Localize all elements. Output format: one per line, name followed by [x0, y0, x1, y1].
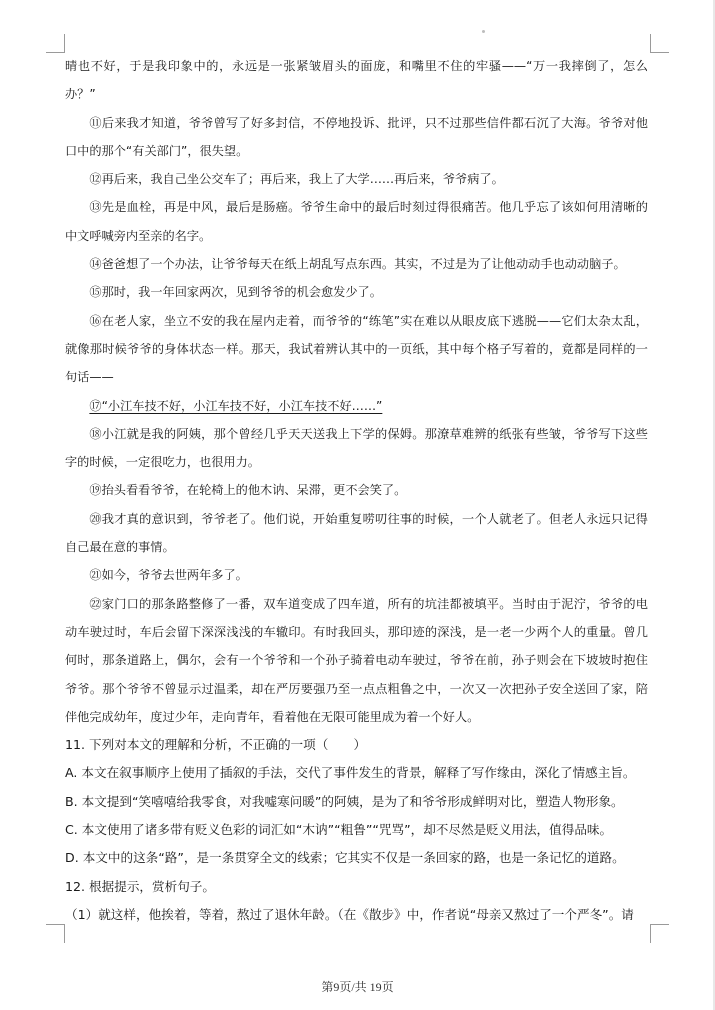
- question-12: 12. 根据提示，赏析句子。: [65, 878, 215, 894]
- paragraph-22: ㉒家门口的那条路整修了一番，双车道变成了四车道，所有的坑洼都被填平。当时由于泥泞，爷爷的电动车驶过时，车后会留下深深浅浅的车辙印。有时我回头，那印迹的深浅，是一老一少两个人的重量。曾几何时，那条道路上，偶尔，会有一个爷爷和一个孙子骑着电动车驶过，爷爷在前，孙子则会在下坡坡时抱住爷爷。那个爷爷不曾显示过温柔，却在严厉要强乃至一点点粗鲁之中，一次又一次把孙子安全送回了家，陪伴他完成幼年，度过少年，走向青年，看着他在无限可能里成为着一个好人。: [65, 596, 648, 724]
- question-12-sub-1: （1）就这样，他挨着，等着，熬过了退休年龄。（在《散步》中，作者说“母亲又熬过了一个严冬”。请: [65, 906, 634, 922]
- paragraph-16: ⑯在老人家，坐立不安的我在屋内走着，而爷爷的“练笔”实在难以从眼皮底下逃脱——它们太杂太乱，就像那时候爷爷的身体状态一样。那天，我试着辨认其中的一页纸，其中每个格子写着的，竟都是同样的一句话——: [65, 313, 648, 385]
- paragraph-14: ⑭爸爸想了一个办法，让爷爷每天在纸上胡乱写点东西。其实，不过是为了让他动动手也动动脑子。: [89, 257, 626, 272]
- question-11-option-b: B. 本文提到“笑嘻嘻给我零食，对我嘘寒问暖”的阿姨，是为了和爷爷形成鲜明对比，塑造人物形象。: [65, 793, 624, 809]
- paragraph-20: ⑳我才真的意识到，爷爷老了。他们说，开始重复唠叨往事的时候，一个人就老了。但老人永远只记得自己最在意的事情。: [65, 511, 648, 555]
- question-11: 11. 下列对本文的理解和分析，不正确的一项（ ）: [65, 737, 367, 753]
- body-text: [65, 52, 648, 929]
- paragraph-19: ⑲抬头看看爷爷，在轮椅上的他木讷、呆滞，更不会笑了。: [89, 483, 407, 498]
- page-footer: 第9页/共 19页: [321, 980, 394, 994]
- paragraph-continued: 晴也不好，于是我印象中的，永远是一张紧皱眉头的面庞，和嘴里不住的牢骚——“万一我摔倒了，怎么办？”: [65, 59, 648, 102]
- paragraph-13: ⑬先是血栓，再是中风，最后是肠癌。爷爷生命中的最后时刻过得很痛苦。他几乎忘了该如何用清晰的中文呼喊旁内至亲的名字。: [65, 200, 648, 243]
- crop-mark-top-left: [46, 34, 65, 53]
- question-11-option-c: C. 本文使用了诸多带有贬义色彩的词汇如“木讷”“粗鲁”“咒骂”，却不尽然是贬义用法，值得品味。: [65, 822, 613, 838]
- paragraph-12: ⑫再后来，我自己坐公交车了；再后来，我上了大学……再后来，爷爷病了。: [89, 172, 504, 187]
- question-11-option-a: A. 本文在叙事顺序上使用了插叙的手法，交代了事件发生的背景，解释了写作缘由，深化了情感主旨。: [65, 765, 636, 781]
- crop-mark-bottom-right: [650, 924, 669, 943]
- paragraph-11: ⑪后来我才知道，爷爷曾写了好多封信，不停地投诉、批评，只不过那些信件都石沉了大海。爷爷对他口中的那个“有关部门”，很失望。: [65, 115, 648, 158]
- scan-speck: [482, 30, 485, 33]
- underlined-quote: ⑰“小江车技不好，小江车技不好，小江车技不好……”: [89, 398, 383, 413]
- paragraph-15: ⑮那时，我一年回家两次，见到爷爷的机会愈发少了。: [89, 285, 382, 300]
- crop-mark-bottom-left: [46, 924, 65, 943]
- paragraph-17: [65, 392, 648, 420]
- paragraph-18: ⑱小江就是我的阿姨，那个曾经几乎天天送我上下学的保姆。那潦草难辨的纸张有些皱，爷爷写下这些字的时候，一定很吃力，也很用力。: [65, 426, 648, 470]
- question-11-option-d: D. 本文中的这条“路”，是一条贯穿全文的线索；它其实不仅是一条回家的路，也是一条记忆的道路。: [65, 850, 625, 866]
- crop-mark-top-right: [650, 34, 669, 53]
- paragraph-21: ㉑如今，爷爷去世两年多了。: [89, 568, 248, 583]
